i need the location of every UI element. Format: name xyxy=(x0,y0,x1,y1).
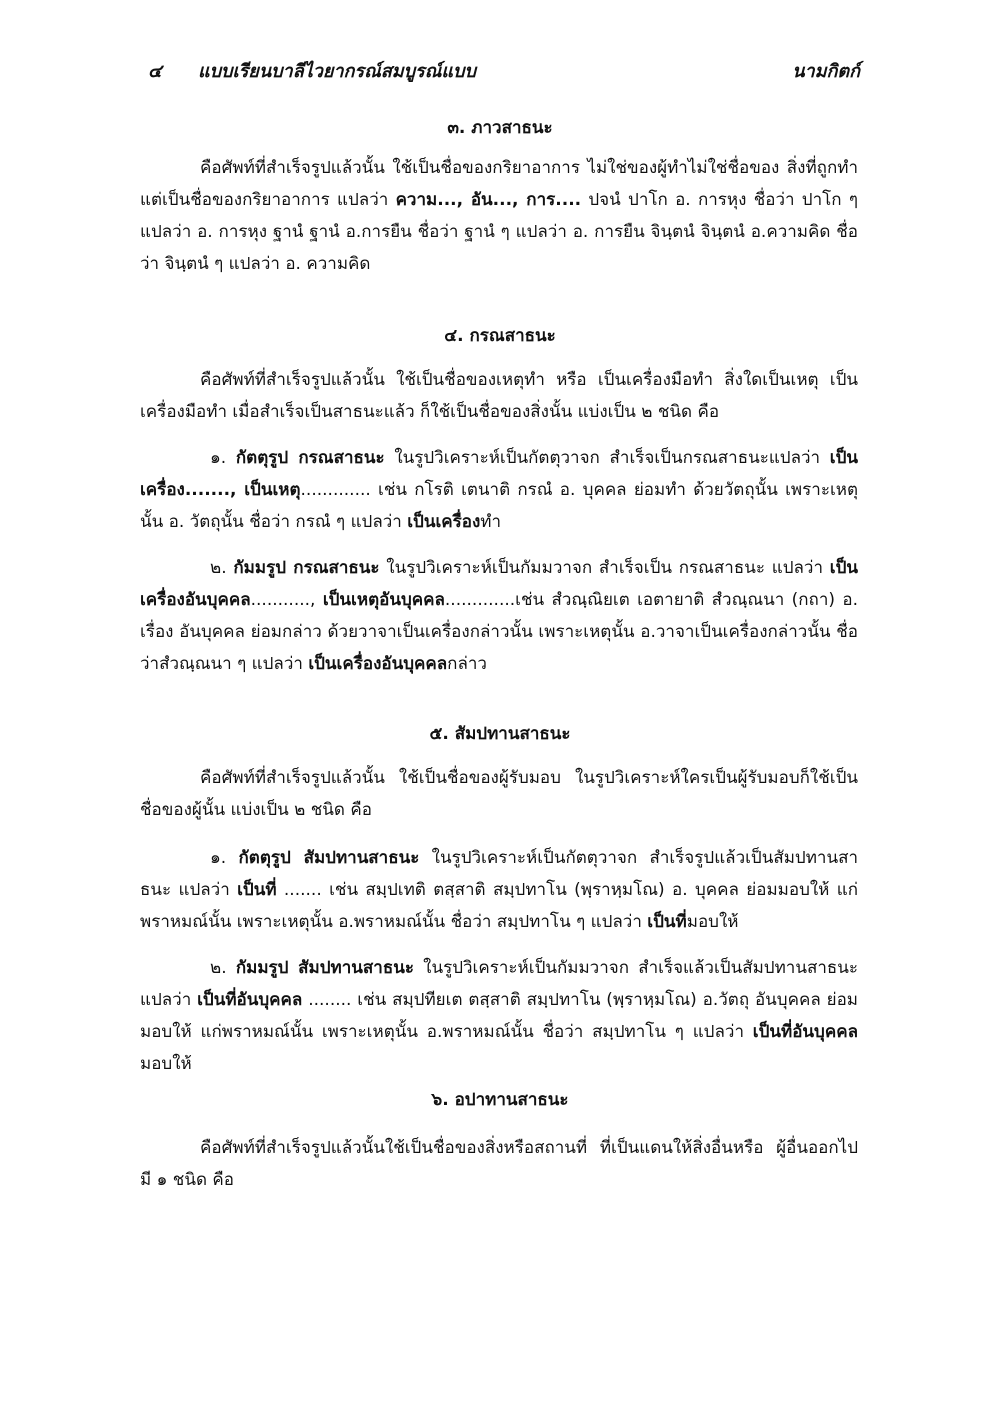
item-number: ๑. xyxy=(210,848,227,868)
bold-term: เป็นที่ xyxy=(237,880,277,900)
bold-term: เป็นที่ xyxy=(647,912,687,932)
text-run: ในรูปวิเคราะห์เป็นกัมมวาจก สำเร็จแล้วเป็นสัมปทานสาธนะ แปลว่า xyxy=(140,958,858,1010)
item-number: ๑. xyxy=(210,448,227,468)
list-item-sampadana-kamma xyxy=(140,952,858,1080)
paragraph-sampadana-intro: คือศัพท์ที่สำเร็จรูปแล้วนั้น ใช้เป็นชื่อของผู้รับมอบ ในรูปวิเคราะห์ใครเป็นผู้รับมอบก็ใช้เป็นชื่อของผู้นั้น แบ่งเป็น ๒ ชนิด คือ xyxy=(140,768,858,820)
text-run: มอบให้ xyxy=(140,1054,192,1074)
bold-term: เป็นเครื่องอันบุคคล xyxy=(140,558,858,610)
text-run: .............เช่น สํวณฺณิยเต เอตายาติ สํวณฺณนา (กถา) อ. เรื่อง อันบุคคล ย่อมกล่าว ด้วยวาจาเป็นเครื่องกล่าวนั้น เพราะเหตุนั้น อ.วาจาเป็นเครื่องกล่าวนั้น ชื่อว่าสํวณฺณนา ๆ แปลว่า xyxy=(140,590,859,674)
section-heading-karana-sadhana: ๔. กรณสาธนะ xyxy=(444,326,556,346)
text-run: มอบให้ xyxy=(686,912,739,932)
list-item-sampadana-kattu xyxy=(140,842,858,938)
text-run: กล่าว xyxy=(447,654,487,674)
item-number: ๒. xyxy=(210,958,227,978)
chapter-name: นามกิตก์ xyxy=(792,61,860,82)
section-heading-sampadana-sadhana: ๕. สัมปทานสาธนะ xyxy=(429,724,571,744)
text-run: ........ เช่น สมฺปทียเต ตสฺสาติ สมฺปทาโน (พฺราหฺมโณ) อ.วัตถุ อันบุคคล ย่อมมอบให้ แก่พราหมณ์นั้น เพราะเหตุนั้น อ.พราหมณ์นั้น ชื่อว่า สมฺปทาโน ๆ แปลว่า xyxy=(140,990,858,1042)
paragraph-karana-intro: คือศัพท์ที่สำเร็จรูปแล้วนั้น ใช้เป็นชื่อของเหตุทำ หรือ เป็นเครื่องมือทำ สิ่งใดเป็นเหตุ เป็นเครื่องมือทำ เมื่อสำเร็จเป็นสาธนะแล้ว ก็ใช้เป็นชื่อของสิ่งนั้น แบ่งเป็น ๒ ชนิด คือ xyxy=(140,370,858,422)
bold-term: กัมมรูป กรณสาธนะ xyxy=(233,558,380,578)
bold-term: เป็นเครื่องอันบุคคล xyxy=(308,654,448,674)
text-run: ..........., xyxy=(250,590,323,610)
paragraph-apadana-intro: คือศัพท์ที่สำเร็จรูปแล้วนั้นใช้เป็นชื่อของสิ่งหรือสถานที่ ที่เป็นแดนให้สิ่งอื่นหรือ ผู้อื่นออกไป มี ๑ ชนิด คือ xyxy=(140,1138,858,1190)
bold-term: เป็นที่อันบุคคล xyxy=(752,1022,858,1042)
book-title: แบบเรียนบาลีไวยากรณ์สมบูรณ์แบบ xyxy=(198,61,476,82)
bold-term: เป็นเหตุอันบุคคล xyxy=(322,590,445,610)
text-run: ....... เช่น สมฺปเทติ ตสฺสาติ สมฺปทาโน (พฺราหฺมโณ) อ. บุคคล ย่อมมอบให้ แก่พราหมณ์นั้น เพราะเหตุนั้น อ.พราหมณ์นั้น ชื่อว่า สมฺปทาโน ๆ แปลว่า xyxy=(140,880,858,932)
bold-term: เป็นเครื่อง xyxy=(407,512,481,532)
text-run: คือศัพท์ที่สำเร็จรูปแล้วนั้น ใช้เป็นชื่อของกริยาอาการ ไม่ใช่ของผู้ทำไม่ใช่ชื่อของ สิ่งที่ถูกทำ แต่เป็นชื่อของกริยาอาการ แปลว่า xyxy=(140,158,858,210)
text-run: ในรูปวิเคราะห์เป็นกัตตุวาจก สำเร็จเป็นกรณสาธนะแปลว่า xyxy=(384,448,830,468)
section-heading-bhava-sadhana: ๓. ภาวสาธนะ xyxy=(447,118,553,138)
bold-term: กัตตุรูป สัมปทานสาธนะ xyxy=(238,848,420,868)
list-item-karana-kattu xyxy=(140,442,858,538)
bold-term: เป็นเครื่อง......., เป็นเหตุ xyxy=(140,448,858,500)
running-header xyxy=(140,56,860,86)
text-run: ทำ xyxy=(480,512,502,532)
bold-term: กัมมรูป สัมปทานสาธนะ xyxy=(235,958,414,978)
bold-term: กัตตุรูป กรณสาธนะ xyxy=(235,448,385,468)
text-run: ในรูปวิเคราะห์เป็นกัมมวาจก สำเร็จเป็น กรณสาธนะ แปลว่า xyxy=(379,558,830,578)
paragraph-bhava-sadhana xyxy=(140,152,858,280)
bold-term: เป็นที่อันบุคคล xyxy=(197,990,303,1010)
page-number: ๔ xyxy=(148,61,162,82)
section-heading-apadana-sadhana: ๖. อปาทานสาธนะ xyxy=(431,1090,569,1110)
text-run: ............. เช่น กโรติ เตนาติ กรณํ อ. บุคคล ย่อมทำ ด้วยวัตถุนั้น เพราะเหตุนั้น อ. วัตถุนั้น ชื่อว่า กรณํ ๆ แปลว่า xyxy=(140,480,858,532)
list-item-karana-kamma xyxy=(140,552,858,680)
bold-term: ความ..., อัน..., การ.... xyxy=(395,190,582,210)
text-run: ปจนํ ปาโก อ. การหุง ชื่อว่า ปาโก ๆ แปลว่า อ. การหุง ฐานํ ฐานํ อ.การยืน ชื่อว่า ฐานํ ๆ แปลว่า อ. การยืน จินฺตนํ จินฺตนํ อ.ความคิด ชื่อว่า จินฺตนํ ๆ แปลว่า อ. ความคิด xyxy=(140,190,858,274)
text-run: ในรูปวิเคราะห์เป็นกัตตุวาจก สำเร็จรูปแล้วเป็นสัมปทานสาธนะ แปลว่า xyxy=(140,848,859,900)
item-number: ๒. xyxy=(210,558,227,578)
